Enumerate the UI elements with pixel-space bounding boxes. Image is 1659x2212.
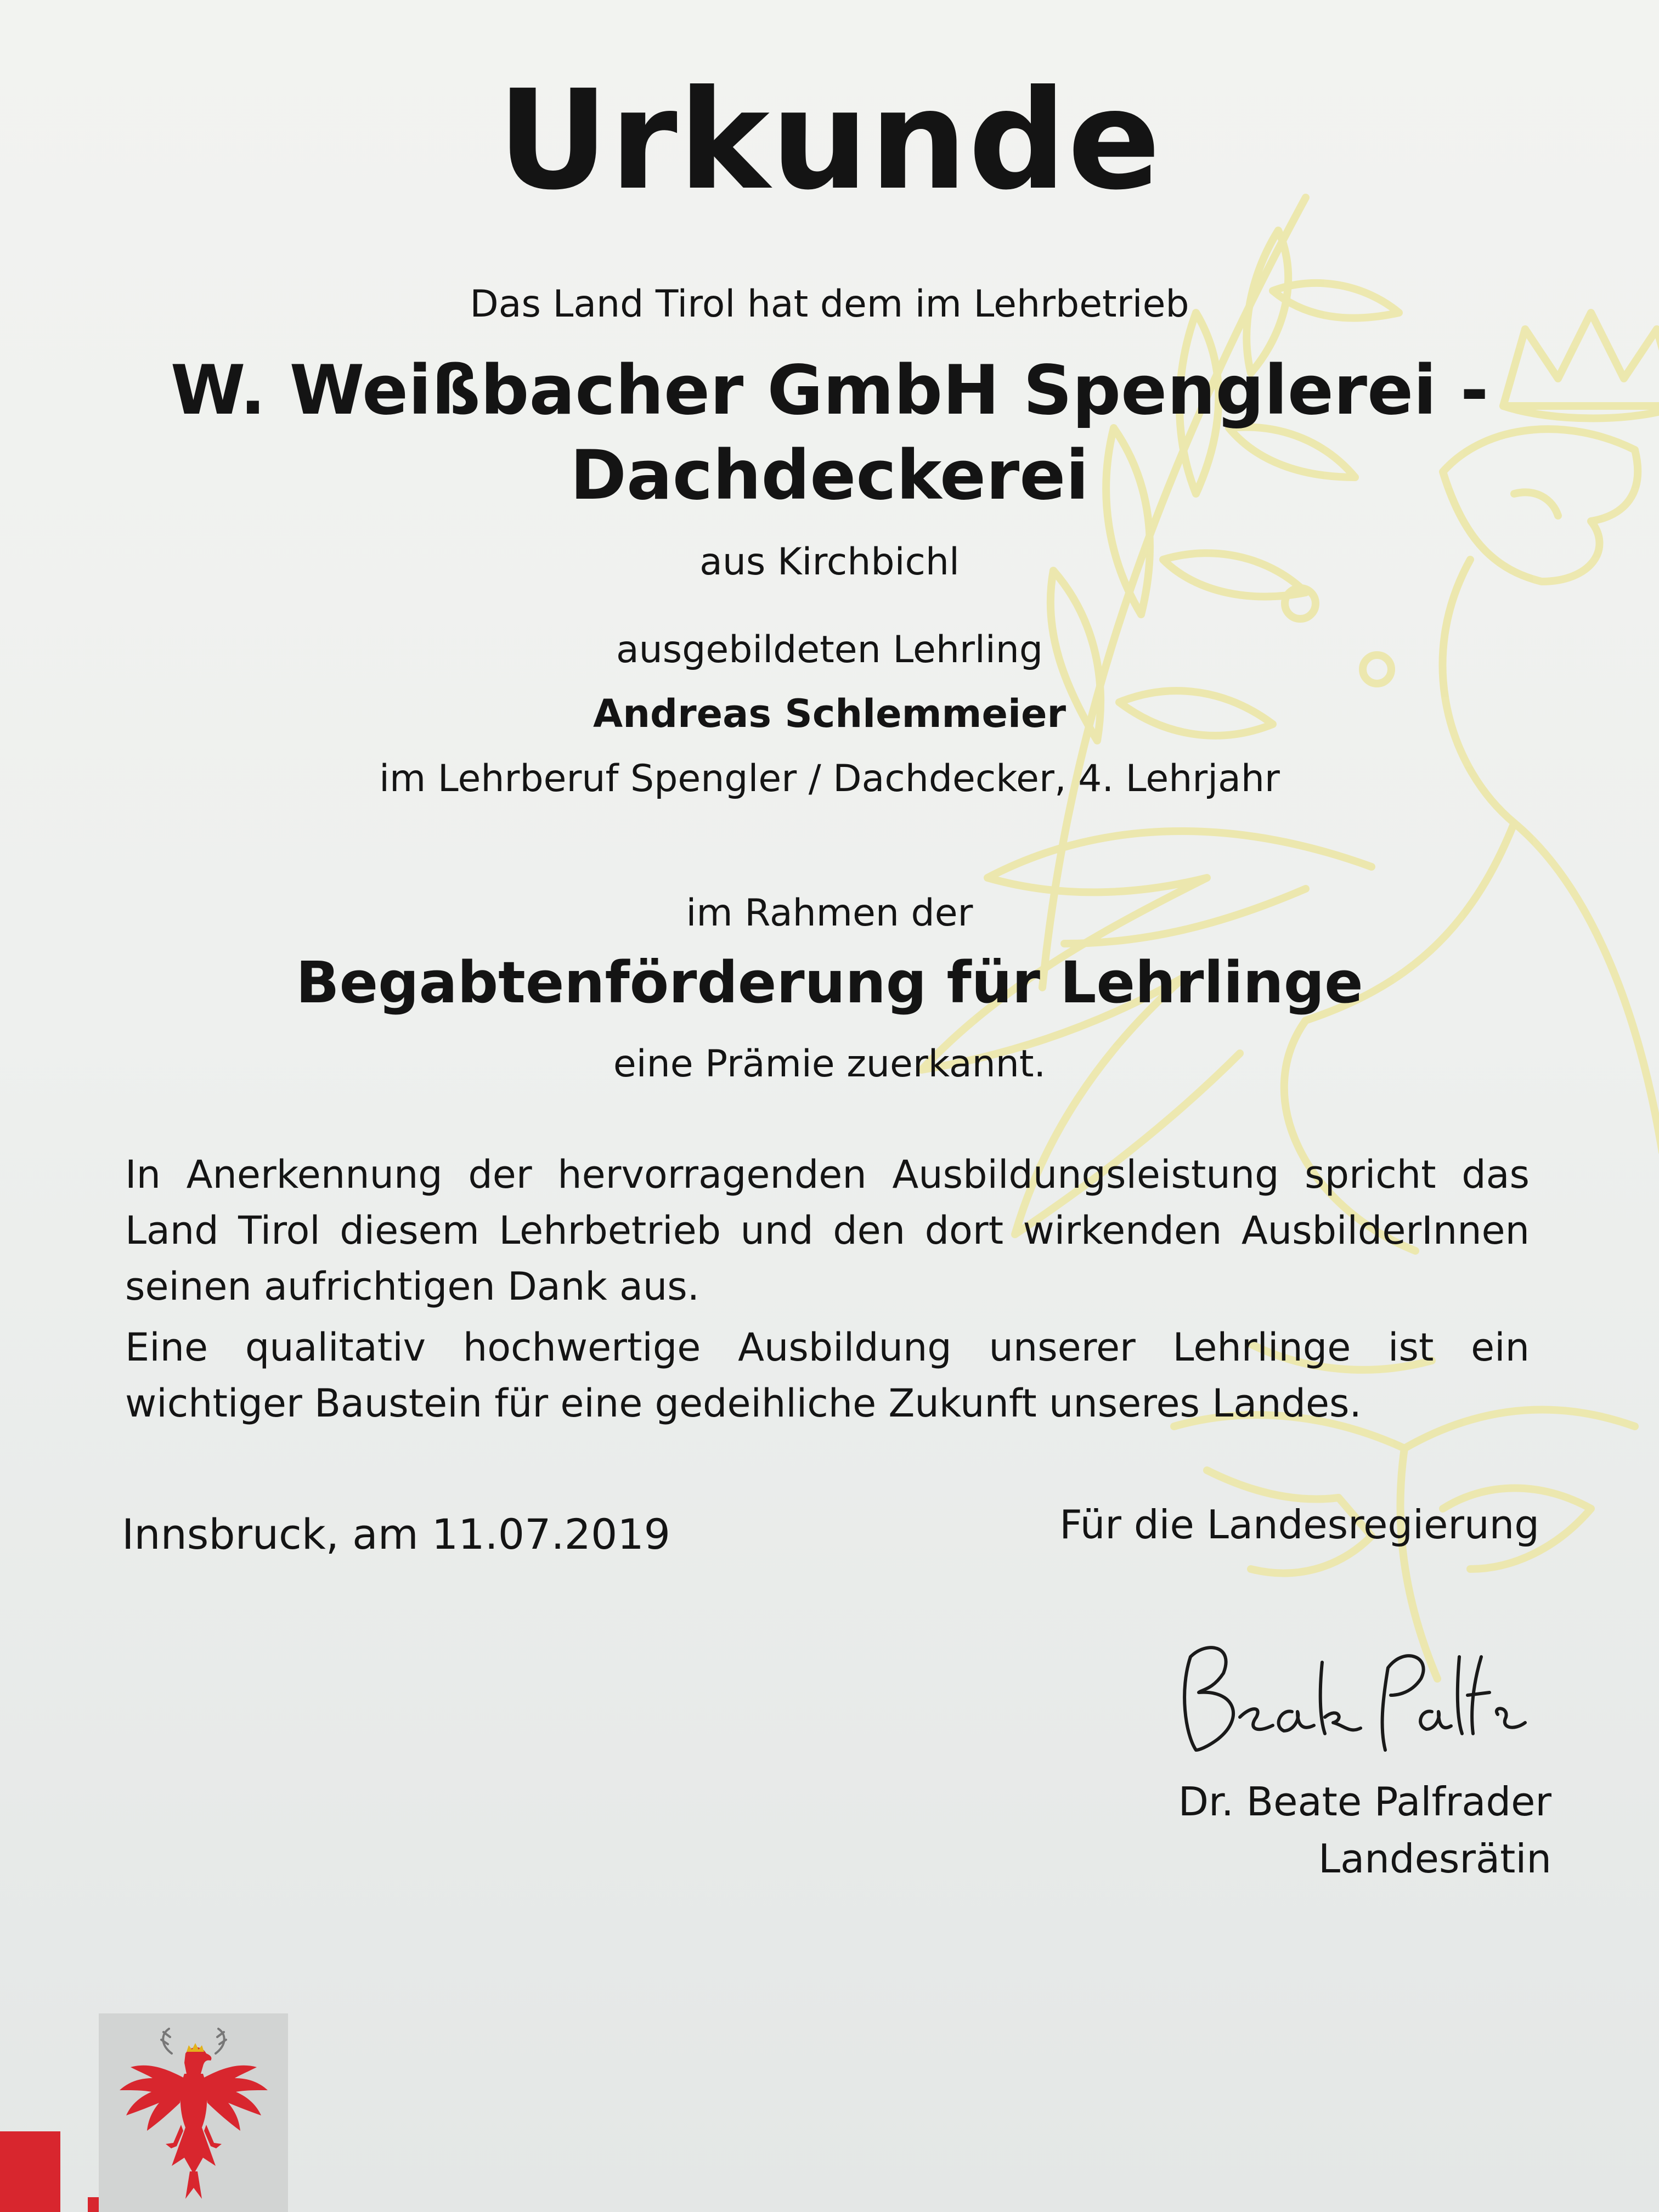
signer-name: Dr. Beate Palfrader xyxy=(1178,1779,1551,1825)
trained-apprentice-label: ausgebildeten Lehrling xyxy=(616,628,1043,672)
signer-role: Landesrätin xyxy=(1318,1836,1551,1882)
recognition-paragraph: In Anerkennung der hervorragenden Ausbildungsleistung spricht das Land Tirol diesem Lehrbetrieb und den dort wirkenden AusbilderInnen seinen aufrichtigen Dank aus. xyxy=(125,1152,1530,1309)
tirol-eagle-icon xyxy=(109,2023,279,2212)
company-origin: aus Kirchbichl xyxy=(699,540,960,584)
company-name-line2: Dachdeckerei xyxy=(570,436,1089,515)
tirol-red-bar xyxy=(0,2131,60,2212)
intro-text: Das Land Tirol hat dem im Lehrbetrieb xyxy=(470,283,1189,326)
certificate-title: Urkunde xyxy=(497,60,1162,220)
government-label: Für die Landesregierung xyxy=(1059,1502,1539,1548)
profession-text: im Lehrberuf Spengler / Dachdecker, 4. Lehrjahr xyxy=(379,757,1280,800)
program-title: Begabtenförderung für Lehrlinge xyxy=(296,949,1363,1016)
tirol-logo xyxy=(99,2013,288,2212)
place-and-date: Innsbruck, am 11.07.2019 xyxy=(122,1510,671,1559)
framework-text: im Rahmen der xyxy=(686,891,973,935)
award-text: eine Prämie zuerkannt. xyxy=(613,1042,1046,1086)
handwritten-signature xyxy=(1174,1624,1536,1761)
importance-paragraph: Eine qualitativ hochwertige Ausbildung unserer Lehrlinge ist ein wichtiger Baustein für eine gedeihliche Zukunft unseres Landes. xyxy=(125,1325,1530,1426)
apprentice-name: Andreas Schlemmeier xyxy=(593,691,1066,736)
company-name-line1: W. Weißbacher GmbH Spenglerei - xyxy=(170,351,1489,430)
